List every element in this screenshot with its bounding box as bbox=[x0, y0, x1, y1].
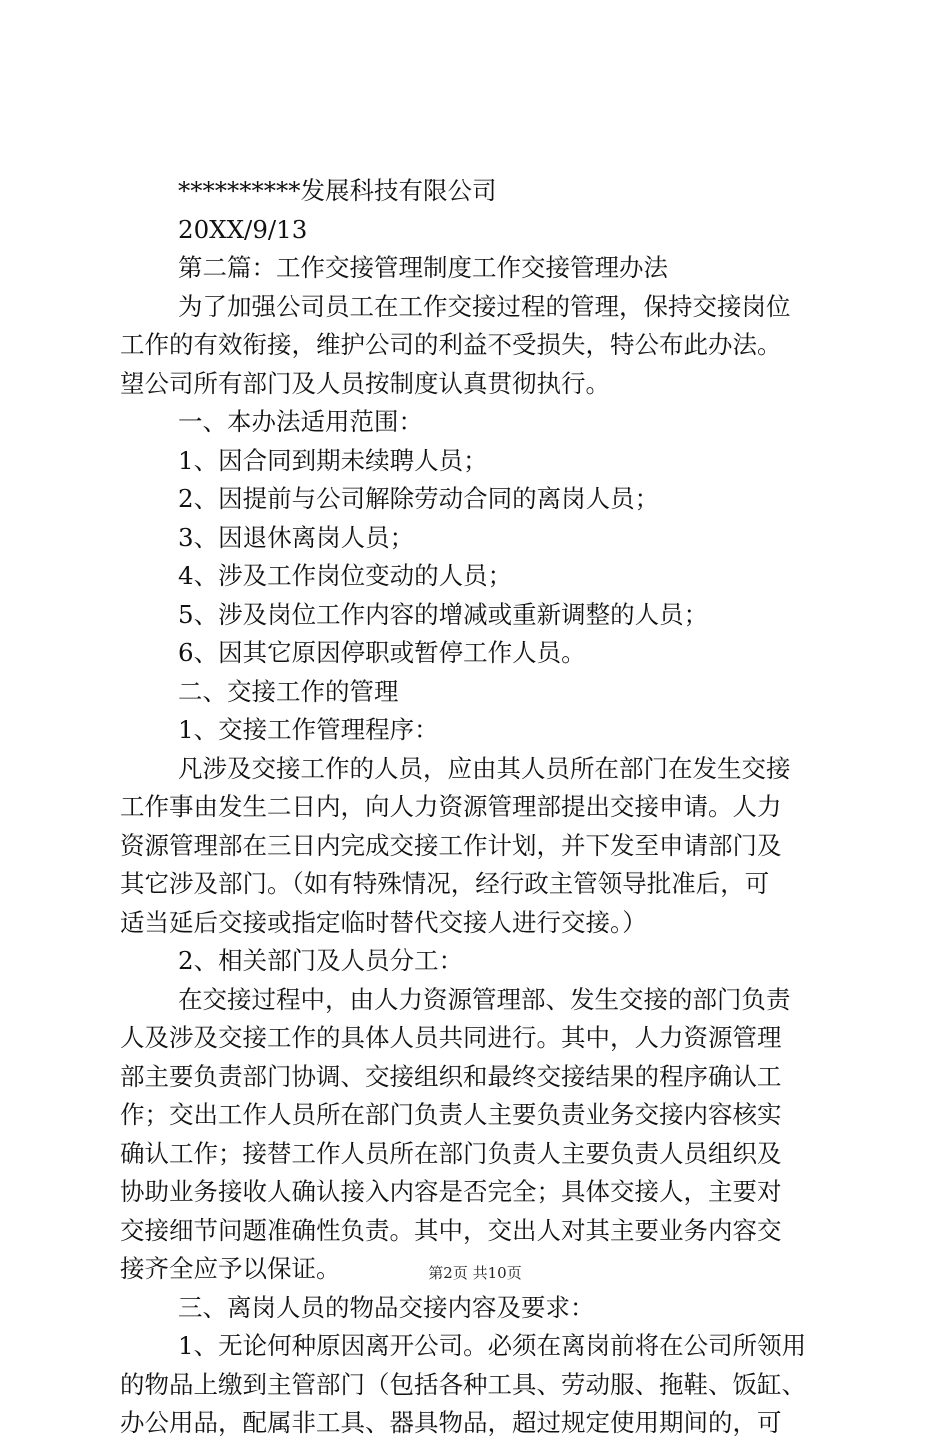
text-line: 6、因其它原因停职或暂停工作人员。 bbox=[178, 638, 586, 667]
text-line: 5、涉及岗位工作内容的增减或重新调整的人员； bbox=[178, 599, 709, 629]
text-line: 其它涉及部门。（如有特殊情况，经行政主管领导批准后，可 bbox=[120, 869, 770, 898]
text-line: 资源管理部在三日内完成交接工作计划，并下发至申请部门及 bbox=[120, 830, 782, 860]
page-number-footer: 第2页 共10页 bbox=[428, 1264, 522, 1282]
text-line: 确认工作；接替工作人员所在部门负责人主要负责人员组织及 bbox=[120, 1138, 782, 1168]
text-line: 凡涉及交接工作的人员，应由其人员所在部门在发生交接 bbox=[178, 753, 791, 783]
text-line: 一、本办法适用范围： bbox=[178, 407, 423, 436]
text-line: 人及涉及交接工作的具体人员共同进行。其中，人力资源管理 bbox=[120, 1023, 782, 1052]
text-line: 工作的有效衔接，维护公司的利益不受损失，特公布此办法。 bbox=[120, 330, 782, 359]
text-line: 适当延后交接或指定临时替代交接人进行交接。） bbox=[120, 907, 647, 937]
text-line: 20XX/9/13 bbox=[178, 214, 308, 244]
text-line: 2、相关部门及人员分工： bbox=[178, 946, 464, 975]
text-line: 协助业务接收人确认接入内容是否完全；具体交接人，主要对 bbox=[120, 1177, 782, 1206]
text-line: 2、因提前与公司解除劳动合同的离岗人员； bbox=[178, 484, 660, 513]
text-line: 1、因合同到期未续聘人员； bbox=[178, 445, 488, 475]
text-line: 3、因退休离岗人员； bbox=[178, 522, 415, 552]
text-line: 办公用品，配属非工具、器具物品，超过规定使用期间的，可 bbox=[120, 1408, 782, 1437]
text-line: 三、离岗人员的物品交接内容及要求： bbox=[178, 1292, 595, 1322]
text-line: 4、涉及工作岗位变动的人员； bbox=[178, 561, 513, 590]
text-line: 1、交接工作管理程序： bbox=[178, 715, 439, 744]
text-line: 交接细节问题准确性负责。其中，交出人对其主要业务内容交 bbox=[120, 1215, 782, 1245]
text-line: 作；交出工作人员所在部门负责人主要负责业务交接内容核实 bbox=[120, 1100, 782, 1129]
text-line: 望公司所有部门及人员按制度认真贯彻执行。 bbox=[120, 368, 610, 398]
document-body bbox=[120, 172, 840, 1443]
text-line: 二、交接工作的管理 bbox=[178, 676, 399, 706]
text-line: 工作事由发生二日内，向人力资源管理部提出交接申请。人力 bbox=[120, 792, 782, 821]
text-line: 的物品上缴到主管部门（包括各种工具、劳动服、拖鞋、饭缸、 bbox=[120, 1369, 806, 1399]
text-line: 在交接过程中，由人力资源管理部、发生交接的部门负责 bbox=[178, 984, 791, 1014]
text-line: 1、无论何种原因离开公司。必须在离岗前将在公司所领用 bbox=[178, 1331, 807, 1360]
text-line: 部主要负责部门协调、交接组织和最终交接结果的程序确认工 bbox=[120, 1061, 782, 1091]
text-line: **********发展科技有限公司 bbox=[178, 176, 497, 205]
text-line: 为了加强公司员工在工作交接过程的管理，保持交接岗位 bbox=[178, 291, 791, 321]
text-line: 接齐全应予以保证。 bbox=[120, 1254, 341, 1283]
text-line: 第二篇：工作交接管理制度工作交接管理办法 bbox=[178, 253, 668, 282]
